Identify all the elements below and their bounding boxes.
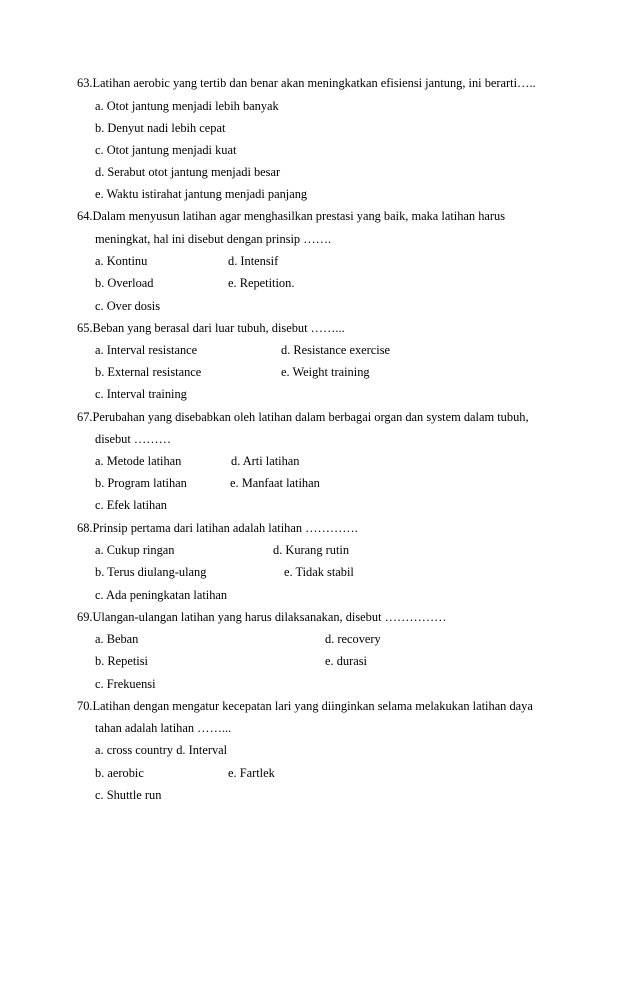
- option-67-a: a. Metode latihan: [95, 454, 182, 468]
- option-63-d: d. Serabut otot jantung menjadi besar: [95, 165, 281, 179]
- option-63-c: c. Otot jantung menjadi kuat: [95, 143, 237, 157]
- question-68-text: 68.Prinsip pertama dari latihan adalah latihan ………….: [77, 521, 358, 535]
- option-69-c: c. Frekuensi: [95, 677, 156, 691]
- option-70-e: e. Fartlek: [228, 766, 275, 780]
- question-64-text-cont: meningkat, hal ini disebut dengan prinsip …….: [95, 232, 332, 246]
- option-64-d: d. Intensif: [228, 254, 279, 268]
- option-63-e: e. Waktu istirahat jantung menjadi panjang: [95, 187, 308, 201]
- option-70-b: b. aerobic: [95, 766, 144, 780]
- option-68-d: d. Kurang rutin: [273, 543, 350, 557]
- option-67-e: e. Manfaat latihan: [230, 476, 320, 490]
- question-65-text: 65.Beban yang berasal dari luar tubuh, disebut ……...: [77, 321, 345, 335]
- question-70-text-cont: tahan adalah latihan ……...: [95, 721, 232, 735]
- option-63-b: b. Denyut nadi lebih cepat: [95, 121, 226, 135]
- question-67-text-cont: disebut ………: [95, 432, 172, 446]
- question-63-text: 63.Latihan aerobic yang tertib dan benar akan meningkatkan efisiensi jantung, ini berarti…..: [77, 76, 536, 90]
- option-65-a: a. Interval resistance: [95, 343, 198, 357]
- option-65-e: e. Weight training: [281, 365, 370, 379]
- option-69-a: a. Beban: [95, 632, 139, 646]
- option-70-a-d: a. cross country d. Interval: [95, 743, 228, 757]
- option-67-d: d. Arti latihan: [231, 454, 300, 468]
- option-64-e: e. Repetition.: [228, 276, 295, 290]
- option-69-e: e. durasi: [325, 654, 367, 668]
- option-65-c: c. Interval training: [95, 387, 187, 401]
- option-68-a: a. Cukup ringan: [95, 543, 175, 557]
- option-67-b: b. Program latihan: [95, 476, 187, 490]
- option-64-c: c. Over dosis: [95, 299, 161, 313]
- option-64-b: b. Overload: [95, 276, 154, 290]
- option-68-e: e. Tidak stabil: [284, 565, 354, 579]
- option-67-c: c. Efek latihan: [95, 498, 167, 512]
- question-67-text: 67.Perubahan yang disebabkan oleh latihan dalam berbagai organ dan system dalam tubuh,: [77, 410, 529, 424]
- option-68-c: c. Ada peningkatan latihan: [95, 588, 228, 602]
- question-70-text: 70.Latihan dengan mengatur kecepatan lari yang diinginkan selama melakukan latihan daya: [77, 699, 533, 713]
- option-69-b: b. Repetisi: [95, 654, 148, 668]
- option-65-d: d. Resistance exercise: [281, 343, 391, 357]
- option-65-b: b. External resistance: [95, 365, 202, 379]
- option-63-a: a. Otot jantung menjadi lebih banyak: [95, 99, 279, 113]
- option-68-b: b. Terus diulang-ulang: [95, 565, 207, 579]
- question-69-text: 69.Ulangan-ulangan latihan yang harus dilaksanakan, disebut ……………: [77, 610, 447, 624]
- question-64-text: 64.Dalam menyusun latihan agar menghasilkan prestasi yang baik, maka latihan harus: [77, 209, 506, 223]
- option-64-a: a. Kontinu: [95, 254, 148, 268]
- option-70-c: c. Shuttle run: [95, 788, 162, 802]
- option-69-d: d. recovery: [325, 632, 381, 646]
